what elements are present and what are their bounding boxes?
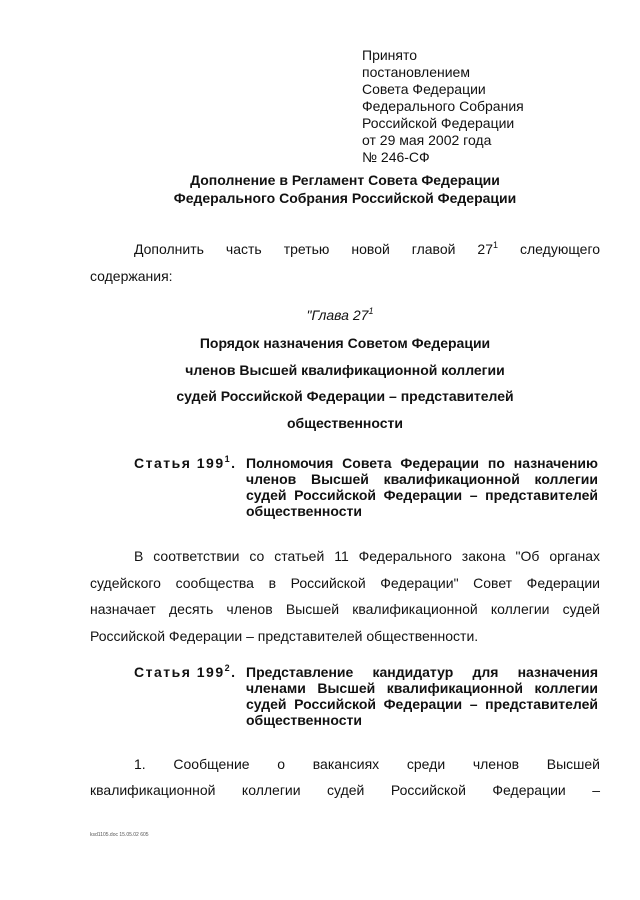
intro-word: главой — [411, 241, 456, 257]
body-line: судейского сообщества в Российской Федерации" Совет Федерации — [90, 574, 600, 591]
intro-word: часть — [225, 241, 262, 257]
intro-word: новой — [351, 241, 390, 257]
chapter-title-line: членов Высшей квалификационной коллегии — [185, 361, 505, 378]
article-2-heading — [246, 664, 598, 728]
article-heading-line: судей Российской Федерации – представителей — [246, 487, 598, 503]
point-1-line-1: 1. Сообщение о вакансиях среди членов Высшей — [134, 756, 600, 772]
article-heading-line: Полномочия Совета Федерации по назначению — [246, 455, 598, 471]
intro-line-2: содержания: — [90, 268, 173, 284]
article-1-body — [90, 543, 600, 649]
file-footer: ksd1105.doc 15.05.02 605 — [90, 832, 149, 838]
article-2-label: Статья $199^2$. — [134, 663, 237, 680]
chapter-title-line: судей Российской Федерации – представителей — [176, 388, 514, 404]
body-line: В соответствии со статьей 11 Федерального закона "Об органах — [134, 548, 600, 564]
title-line: Федерального Собрания Российской Федерации — [173, 190, 517, 206]
chapter-label: "Глава $27^1$ — [306, 306, 374, 323]
chapter-title-line: Порядок назначения Советом Федерации — [199, 335, 491, 351]
intro-word: Дополнить — [134, 241, 204, 257]
adoption-line: Российской Федерации — [362, 115, 515, 131]
article-heading-line: членов Высшей квалификационной коллегии — [246, 471, 598, 487]
adoption-line: от 29 мая 2002 года — [362, 132, 492, 148]
article-heading-line: общественности — [246, 503, 362, 519]
adoption-line: № 246-СФ — [362, 149, 430, 165]
intro-word: третью — [283, 241, 330, 257]
article-1-label: Статья $199^1$. — [134, 454, 237, 471]
article-1-heading — [246, 455, 598, 519]
adoption-line: Совета Федерации — [362, 81, 486, 97]
body-line: Российской Федерации – представителей общественности. — [90, 627, 479, 644]
article-heading-line: Представление кандидатур для назначения — [246, 664, 598, 680]
point-1-line-2: квалификационной коллегии судей Российской Федерации – — [90, 782, 600, 798]
article-heading-line: членами Высшей квалификационной коллегии — [246, 680, 598, 696]
article-heading-line: общественности — [246, 712, 362, 728]
document-title — [0, 171, 640, 207]
adoption-line: Федерального Собрания — [362, 98, 524, 114]
intro-line-1 — [134, 241, 600, 257]
chapter-title-line: общественности — [287, 414, 403, 431]
article-heading-line: судей Российской Федерации – представителей — [246, 696, 598, 712]
adoption-note — [362, 47, 524, 166]
adoption-line: Принято — [362, 47, 418, 63]
title-line: Дополнение в Регламент Совета Федерации — [190, 172, 500, 188]
intro-word: следующего — [520, 241, 601, 257]
adoption-line: постановлением — [362, 64, 470, 80]
intro-chapter-ref: $27^1$ — [477, 240, 499, 257]
chapter-title — [0, 330, 640, 436]
body-line: назначает десять членов Высшей квалификационной коллегии судей — [90, 601, 600, 617]
